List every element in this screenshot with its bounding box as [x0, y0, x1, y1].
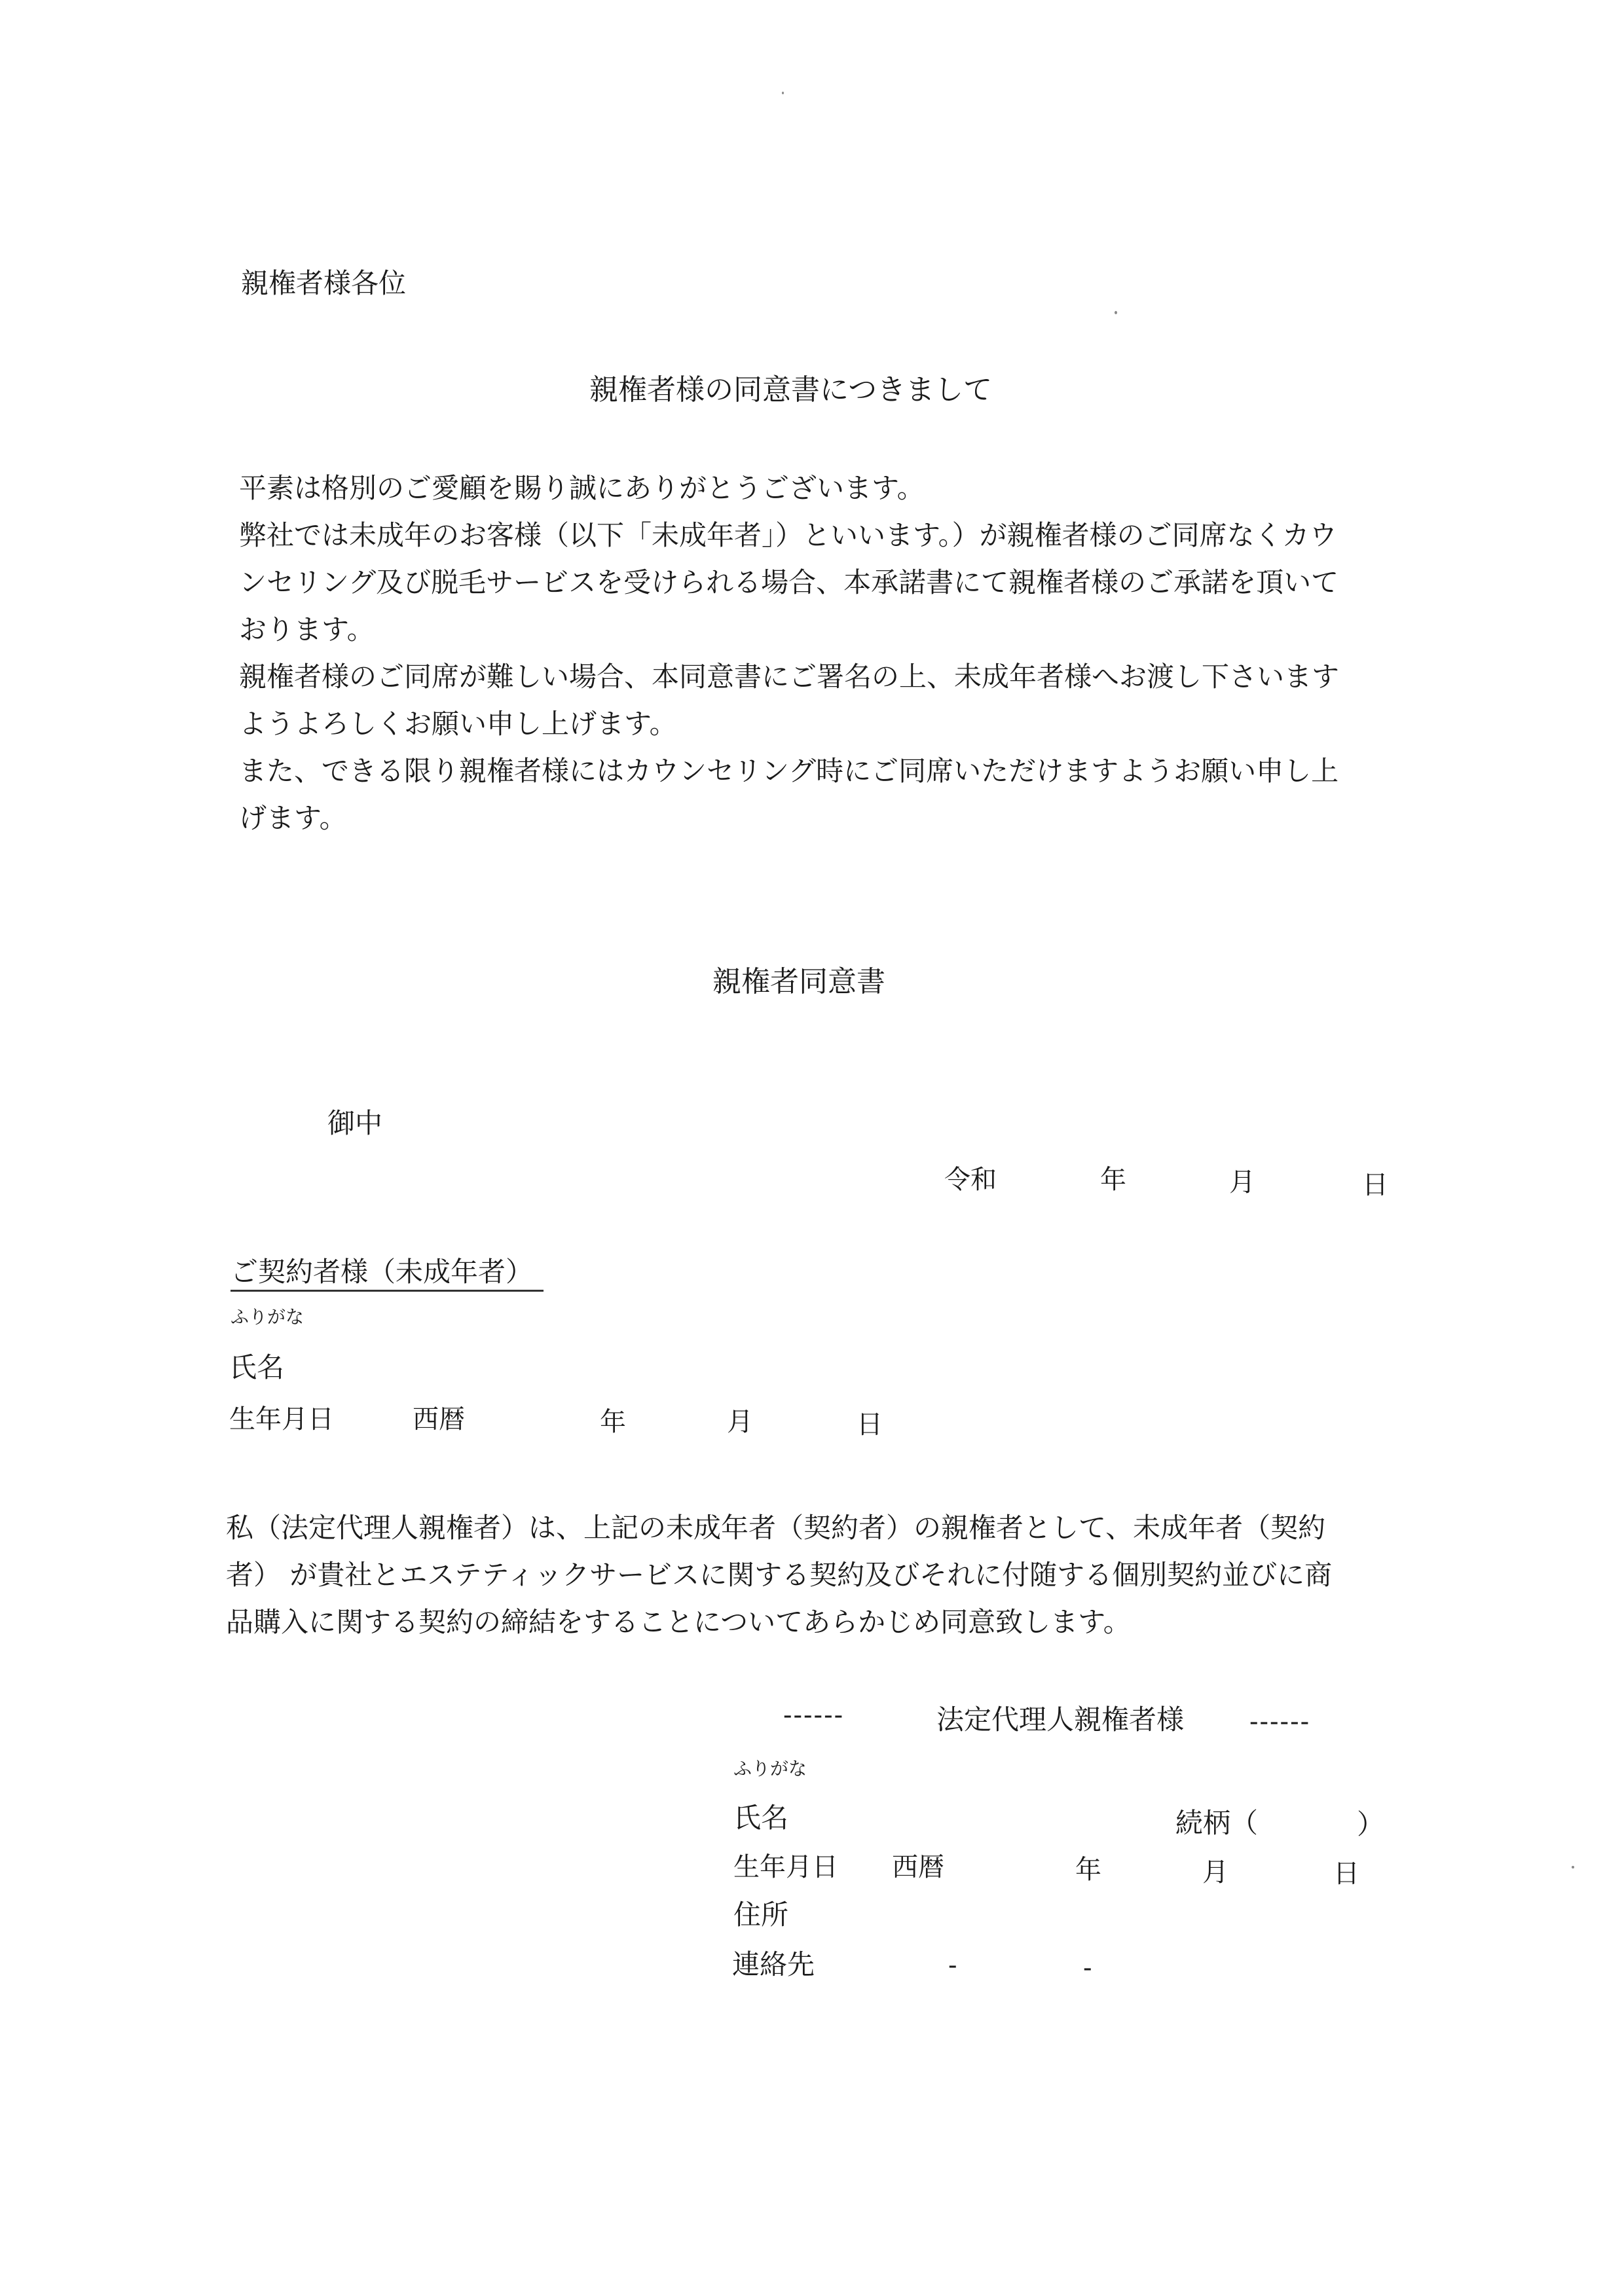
- recipient-suffix: 御中: [327, 1107, 383, 1139]
- notice-line: 弊社では未成年のお客様（以下「未成年者」）といいます。）が親権者様のご同席なくカウ: [239, 519, 1337, 551]
- notice-line: 親権者様のご同席が難しい場合、本同意書にご署名の上、未成年者様へお渡し下さいます: [239, 661, 1340, 693]
- guardian-contact-sep-2: -: [1083, 1953, 1092, 1983]
- consent-line: 品購入に関する契約の締結をすることについてあらかじめ同意致します。: [226, 1606, 1131, 1638]
- guardian-birth-year: 年: [1075, 1855, 1101, 1885]
- guardian-birth-month: 月: [1202, 1857, 1228, 1887]
- minor-birth-label: 生年月日: [229, 1404, 334, 1434]
- guardian-furigana-label: ふりがな: [733, 1758, 807, 1779]
- minor-furigana-label: ふりがな: [231, 1306, 304, 1328]
- notice-line: ようよろしくお願い申し上げます。: [239, 708, 677, 740]
- guardian-relation-close: ）: [1357, 1808, 1385, 1840]
- notice-title: 親権者様の同意書につきまして: [589, 373, 993, 407]
- guardian-heading: 法定代理人親権者様: [936, 1704, 1185, 1736]
- consent-line: 私（法定代理人親権者）は、上記の未成年者（契約者）の親権者として、未成年者（契約: [226, 1512, 1326, 1544]
- consent-line: 者） が貴社とエステティックサービスに関する契約及びそれに付随する個別契約並びに商: [226, 1559, 1333, 1591]
- notice-line: ンセリング及び脱毛サービスを受けられる場合、本承諾書にて親権者様のご承諾を頂いて: [239, 566, 1339, 598]
- notice-line: げます。: [239, 802, 347, 834]
- minor-birth-day: 日: [857, 1410, 883, 1440]
- date-era: 令和: [944, 1165, 997, 1195]
- form-title: 親権者同意書: [712, 965, 885, 998]
- guardian-address-label: 住所: [733, 1899, 789, 1931]
- guardian-dash-left: ------: [783, 1700, 845, 1730]
- guardian-name-label: 氏名: [733, 1802, 789, 1834]
- minor-birth-era: 西暦: [413, 1404, 465, 1434]
- notice-line: 平素は格別のご愛顧を賜り誠にありがとうございます。: [239, 472, 925, 504]
- guardian-contact-label: 連絡先: [732, 1948, 815, 1980]
- guardian-birth-label: 生年月日: [733, 1852, 838, 1882]
- date-month: 月: [1229, 1167, 1255, 1197]
- guardian-relation-label: 続柄（: [1175, 1807, 1259, 1839]
- guardian-birth-era: 西暦: [892, 1852, 944, 1882]
- addressee: 親権者様各位: [241, 267, 407, 299]
- consent-paragraph: [226, 1504, 1385, 1646]
- guardian-contact-sep-1: -: [948, 1950, 957, 1980]
- minor-birth-year: 年: [600, 1407, 626, 1437]
- date-year: 年: [1100, 1165, 1126, 1195]
- date-day: 日: [1362, 1170, 1388, 1200]
- minor-heading: ご契約者様（未成年者）: [231, 1258, 544, 1292]
- minor-birth-month: 月: [727, 1407, 753, 1437]
- notice-line: おります。: [239, 613, 375, 646]
- notice-paragraph: [239, 465, 1398, 842]
- scan-speck: [1572, 1866, 1574, 1868]
- guardian-birth-day: 日: [1333, 1859, 1359, 1889]
- scan-speck: [1115, 311, 1117, 314]
- guardian-dash-right: ------: [1249, 1707, 1311, 1737]
- minor-name-label: 氏名: [229, 1351, 285, 1383]
- notice-line: また、できる限り親権者様にはカウンセリング時にご同席いただけますようお願い申し上: [239, 755, 1339, 787]
- scan-speck: [782, 92, 784, 94]
